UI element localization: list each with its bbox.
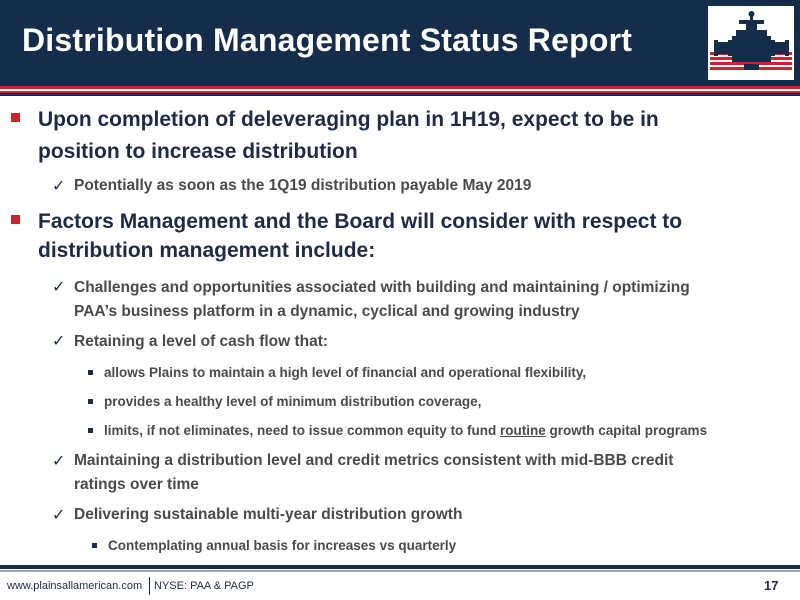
cash-flow-item-1: allows Plains to maintain a high level of financial and operational flexibility, (104, 365, 587, 380)
bullet-1-line-2: position to increase distribution (38, 140, 358, 163)
small-square-bullet-icon (92, 543, 97, 548)
red-square-bullet-icon (11, 215, 20, 224)
small-square-bullet-icon (88, 370, 93, 375)
bullet-2-sub-1-line-2: PAA’s business platform in a dynamic, cyclical and growing industry (74, 303, 580, 320)
routine-underlined: routine (500, 423, 546, 438)
checkmark-icon: ✓ (52, 451, 66, 470)
footer-navy-rule (0, 565, 800, 569)
cash-flow-item-3 (104, 421, 800, 441)
bullet-2-sub-3-line-1: Maintaining a distribution level and credit metrics consistent with mid-BBB credit (74, 452, 674, 469)
checkmark-icon: ✓ (52, 331, 66, 350)
page-number: 17 (764, 578, 779, 593)
bullet-2-sub-3-line-2: ratings over time (74, 476, 199, 493)
red-square-bullet-icon (11, 113, 20, 122)
bullet-2-sub-4: Delivering sustainable multi-year distribution growth (74, 506, 463, 523)
footer-gray-rule (0, 570, 800, 572)
checkmark-icon: ✓ (52, 277, 66, 296)
bullet-1-sub-1: Potentially as soon as the 1Q19 distribution payable May 2019 (74, 177, 532, 194)
cash-flow-item-2: provides a healthy level of minimum distribution coverage, (104, 394, 482, 409)
bullet-2-line-1: Factors Management and the Board will consider with respect to (38, 210, 683, 233)
slide-title: Distribution Management Status Report (22, 22, 633, 58)
growth-item-1: Contemplating annual basis for increases vs quarterly (108, 538, 457, 553)
bullet-2-sub-1-line-1: Challenges and opportunities associated with building and maintaining / optimizing (74, 279, 690, 296)
cash-flow-item-3-end: growth capital programs (545, 423, 708, 438)
small-square-bullet-icon (88, 428, 93, 433)
footer-divider (149, 577, 150, 595)
small-square-bullet-icon (88, 399, 93, 404)
bullet-2-sub-2: Retaining a level of cash flow that: (74, 333, 329, 350)
footer-ticker: NYSE: PAA & PAGP (154, 580, 254, 592)
checkmark-icon: ✓ (52, 505, 66, 524)
footer-website: www.plainsallamerican.com (7, 580, 143, 592)
checkmark-icon: ✓ (52, 176, 66, 195)
cash-flow-item-3-start: limits, if not eliminates, need to issue common equity to fund (104, 423, 501, 438)
bullet-1-line-1: Upon completion of deleveraging plan in 1H19, expect to be in (38, 108, 659, 131)
bullet-2-line-2: distribution management include: (38, 239, 376, 262)
